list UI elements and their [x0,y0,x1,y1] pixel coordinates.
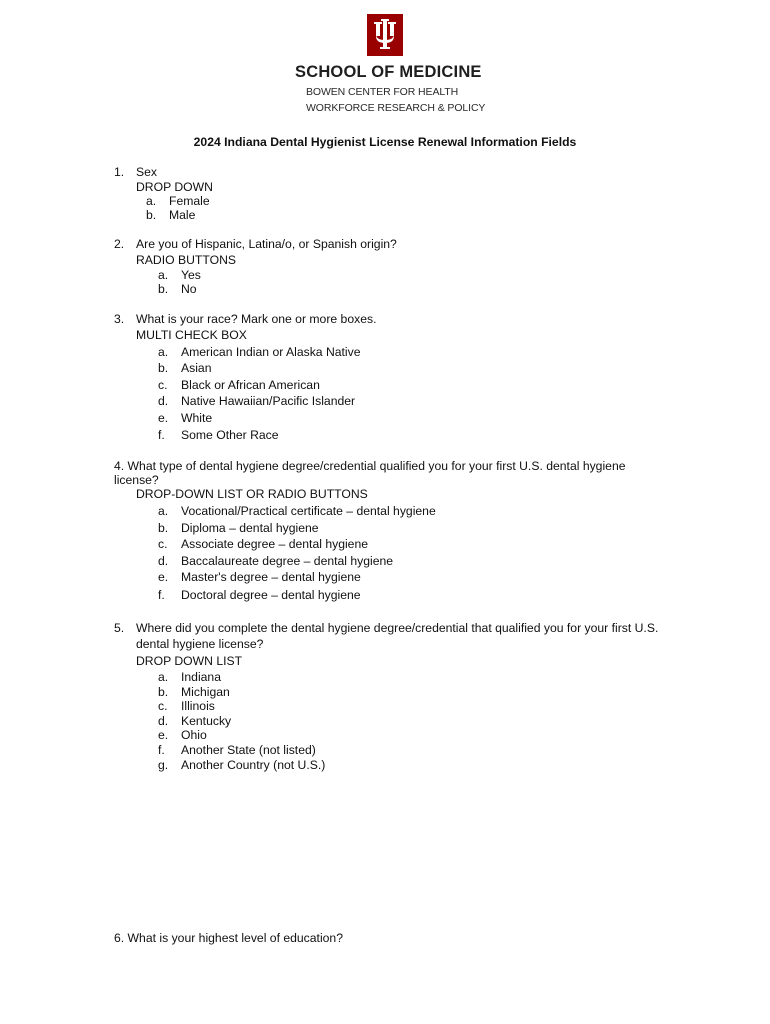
q4-option-letter: f. [158,588,165,602]
q3-option-label: American Indian or Alaska Native [181,345,361,359]
q4-type: DROP-DOWN LIST OR RADIO BUTTONS [136,487,368,501]
q4-option-label: Doctoral degree – dental hygiene [181,588,361,602]
q2-option-letter: a. [158,268,169,282]
q5-number: 5. [114,621,125,635]
center-name-line1: BOWEN CENTER FOR HEALTH [306,86,459,98]
q3-text: What is your race? Mark one or more boxes. [136,312,377,326]
q5-text-line2: dental hygiene license? [136,637,264,651]
q1-option-letter: b. [146,208,157,222]
q5-option-label: Kentucky [181,714,232,728]
q2-option-label: Yes [181,268,201,282]
q5-option-letter: a. [158,670,169,684]
school-name: SCHOOL OF MEDICINE [295,63,482,81]
q4-option-label: Baccalaureate degree – dental hygiene [181,554,394,568]
q6-text: 6. What is your highest level of education? [114,931,343,945]
q3-option-letter: e. [158,411,169,425]
q4-option-label: Diploma – dental hygiene [181,521,319,535]
q5-option-letter: d. [158,714,169,728]
q3-option-letter: b. [158,361,169,375]
q3-option-label: Asian [181,361,212,375]
q2-text: Are you of Hispanic, Latina/o, or Spanish origin? [136,237,397,251]
q4-option-letter: d. [158,554,169,568]
q1-text: Sex [136,165,158,179]
q3-option-label: Some Other Race [181,428,279,442]
q4-text-line2: license? [114,473,159,487]
q5-option-letter: c. [158,699,168,713]
q1-number: 1. [114,165,125,179]
q4-option-letter: e. [158,570,169,584]
q3-option-letter: d. [158,394,169,408]
q3-option-letter: f. [158,428,165,442]
q5-option-letter: e. [158,728,169,742]
q3-option-letter: a. [158,345,169,359]
q2-option-label: No [181,282,197,296]
iu-trident-logo [367,14,403,56]
q1-option-letter: a. [146,194,157,208]
q5-type: DROP DOWN LIST [136,654,243,668]
q4-option-label: Vocational/Practical certificate – dental hygiene [181,504,436,518]
q2-number: 2. [114,237,125,251]
q5-option-letter: f. [158,743,165,757]
q5-option-label: Michigan [181,685,230,699]
q5-option-label: Illinois [181,699,215,713]
q5-option-letter: b. [158,685,169,699]
q4-option-label: Associate degree – dental hygiene [181,537,369,551]
q3-option-label: White [181,411,213,425]
q2-type: RADIO BUTTONS [136,253,236,267]
q3-option-letter: c. [158,378,168,392]
q1-option-label: Female [169,194,210,208]
q5-option-label: Another State (not listed) [181,743,316,757]
q4-option-letter: a. [158,504,169,518]
q3-option-label: Black or African American [181,378,320,392]
q5-option-label: Ohio [181,728,207,742]
q5-text-line1: Where did you complete the dental hygiene degree/credential that qualified you for your first U.S. [136,621,659,635]
q4-option-label: Master's degree – dental hygiene [181,570,361,584]
center-name-line2: WORKFORCE RESEARCH & POLICY [306,102,486,114]
q1-type: DROP DOWN [136,180,213,194]
q5-option-letter: g. [158,758,169,772]
q2-option-letter: b. [158,282,169,296]
q3-option-label: Native Hawaiian/Pacific Islander [181,394,356,408]
q5-option-label: Indiana [181,670,221,684]
q3-number: 3. [114,312,125,326]
q4-option-letter: c. [158,537,168,551]
q5-option-label: Another Country (not U.S.) [181,758,326,772]
q4-option-letter: b. [158,521,169,535]
q3-type: MULTI CHECK BOX [136,328,247,342]
q4-text-line1: 4. What type of dental hygiene degree/credential qualified you for your first U.S. dental hygiene [114,459,626,473]
q1-option-label: Male [169,208,196,222]
document-title: 2024 Indiana Dental Hygienist License Renewal Information Fields [193,135,577,149]
